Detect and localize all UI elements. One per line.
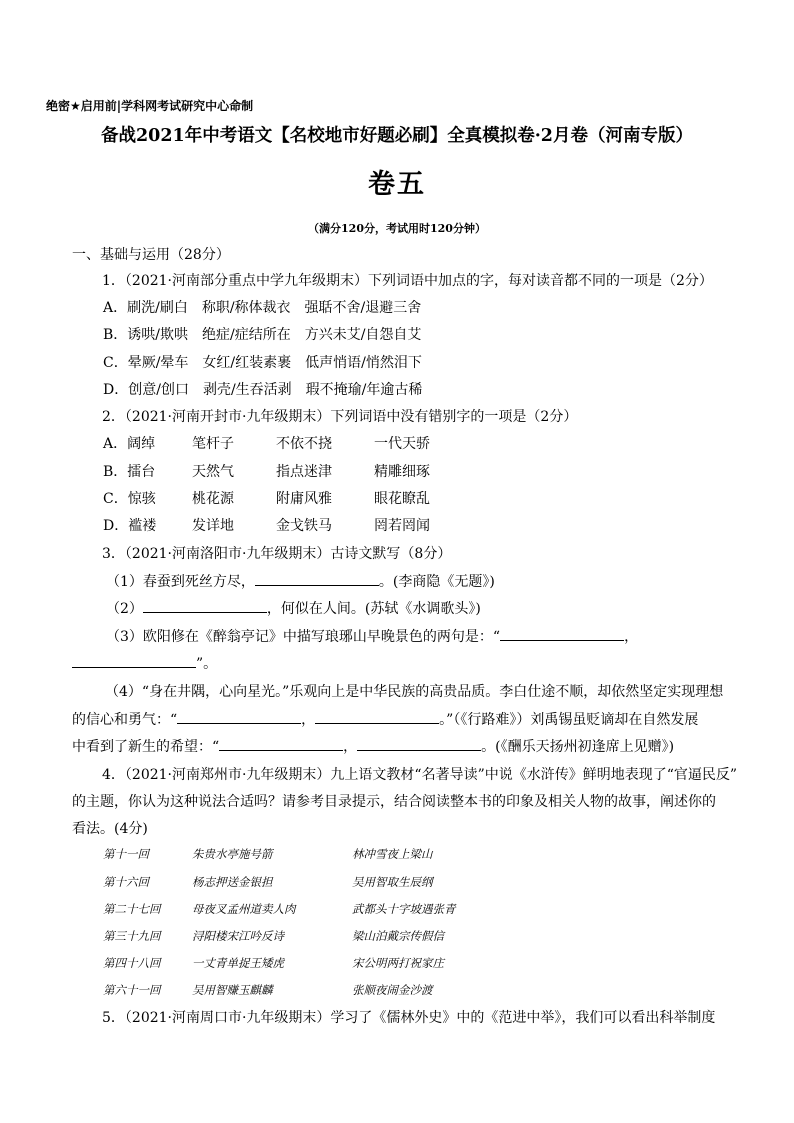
option-word: 不依不挠	[276, 436, 332, 452]
option-word: A．阔绰	[103, 436, 156, 452]
answer-blank[interactable]	[255, 571, 379, 586]
answer-blank[interactable]	[219, 736, 343, 751]
option-word: C．惊骇	[103, 491, 156, 507]
answer-blank[interactable]	[500, 626, 624, 641]
option-word: 精雕细琢	[374, 464, 430, 480]
toc-chapter: 第三十九回	[103, 929, 161, 943]
toc-chapter: 第二十七回	[103, 902, 161, 916]
question-1-stem: 1．（2021·河南部分重点中学九年级期末）下列词语中加点的字，每对读音都不同的一项是（2分）	[102, 273, 713, 289]
question-1-option-b: B．诱哄/欺哄 绝症/症结所在 方兴未艾/自怨自艾	[103, 327, 422, 343]
option-word: 指点迷津	[276, 464, 332, 480]
toc-couplet-1: 母夜叉孟州道卖人肉	[192, 902, 296, 916]
question-1-option-d: D．创意/创口 剥壳/生吞活剥 瑕不掩瑜/年逾古稀	[103, 382, 423, 398]
question-1-option-c: C．晕厥/晕车 女红/红装素裹 低声悄语/悄然泪下	[103, 355, 422, 371]
toc-couplet-2: 吴用智取生辰纲	[352, 875, 433, 889]
score-note: （满分120分，考试用时120分钟）	[308, 222, 486, 235]
answer-blank[interactable]	[143, 598, 267, 613]
section-heading: 一、基础与运用（28分）	[72, 247, 230, 263]
text-segment: 中看到了新生的希望：“	[72, 739, 220, 755]
text-segment: （3）欧阳修在《醉翁亭记》中描写琅琊山早晚景色的两句是：“	[106, 629, 501, 645]
confidential-header: 绝密★启用前|学科网考试研究中心命制	[46, 99, 254, 113]
option-word: 桃花源	[192, 491, 234, 507]
text-segment: 。”（《行路难》）刘禹锡虽贬谪却在自然发展	[439, 712, 699, 728]
question-3-stem: 3．（2021·河南洛阳市·九年级期末）古诗文默写（8分）	[102, 546, 452, 562]
toc-couplet-2: 宋公明两打祝家庄	[352, 956, 444, 970]
question-5-line-1: 5．（2021·河南周口市·九年级期末）学习了《儒林外史》中的《范进中举》，我们可以看出科举制度	[102, 1010, 716, 1026]
toc-chapter: 第四十八回	[103, 956, 161, 970]
option-word: 发详地	[192, 518, 234, 534]
toc-chapter: 第十一回	[103, 847, 149, 861]
toc-couplet-2: 林冲雪夜上梁山	[352, 847, 433, 861]
question-2-stem: 2．（2021·河南开封市·九年级期末）下列词语中没有错别字的一项是（2分）	[102, 409, 578, 425]
text-segment: 的信心和勇气：“	[72, 712, 178, 728]
question-4-line-3: 看法。(4分)	[72, 821, 148, 837]
option-word: 金戈铁马	[276, 518, 332, 534]
toc-couplet-1: 浔阳楼宋江吟反诗	[192, 929, 284, 943]
toc-couplet-2: 武都头十字坡遇张青	[352, 902, 456, 916]
volume-title: 卷五	[368, 169, 426, 200]
toc-couplet-1: 吴用智赚玉麒麟	[192, 983, 273, 997]
text-segment: ，	[624, 629, 639, 645]
text-segment: ，何似在人间。(苏轼《水调歌头》)	[266, 601, 481, 617]
toc-chapter: 第十六回	[103, 875, 149, 889]
question-3-item-4-line-1: （4）“身在井隅，心向星光。”乐观向上是中华民族的高贵品质。李白仕途不顺，却依然坚定实现理想	[105, 684, 724, 700]
option-word: B．擂台	[103, 464, 156, 480]
question-3-item-4-line-3	[72, 736, 674, 757]
question-3-item-4-line-2	[72, 709, 698, 730]
question-4-line-1: 4．（2021·河南郑州市·九年级期末）九上语文教材“名著导读”中说《水浒传》鲜明地表现了“官逼民反”	[102, 767, 738, 783]
answer-blank[interactable]	[177, 709, 301, 724]
text-segment: （1）春蚕到死丝方尽，	[106, 574, 255, 590]
toc-couplet-2: 梁山泊戴宗传假信	[352, 929, 444, 943]
question-3-item-2	[106, 598, 481, 619]
text-segment: 。(李商隐《无题》)	[378, 574, 495, 590]
toc-couplet-1: 杨志押送金银担	[192, 875, 273, 889]
question-3-item-3	[106, 626, 638, 647]
option-word: 附庸风雅	[276, 491, 332, 507]
text-segment: ，	[343, 739, 358, 755]
text-segment: 。(《酬乐天扬州初逢席上见赠》)	[481, 739, 675, 755]
option-word: 笔杆子	[192, 436, 234, 452]
toc-chapter: 第六十一回	[103, 983, 161, 997]
question-4-line-2: 的主题，你认为这种说法合适吗？请参考目录提示，结合阅读整本书的印象及相关人物的故事，阐述你的	[72, 794, 716, 810]
text-segment: ”。	[196, 656, 218, 672]
question-1-option-a: A．刷洗/刷白 称职/称体裁衣 强聒不舍/退避三舍	[103, 300, 422, 316]
answer-blank[interactable]	[315, 709, 439, 724]
option-word: 罔若罔闻	[374, 518, 430, 534]
option-word: 眼花瞭乱	[374, 491, 430, 507]
text-segment: ，	[301, 712, 316, 728]
option-word: D．褴褛	[103, 518, 157, 534]
toc-couplet-1: 一丈青单捉王矮虎	[192, 956, 284, 970]
text-segment: （2）	[106, 601, 143, 617]
question-3-item-1	[106, 571, 495, 592]
exam-title: 备战2021年中考语文【名校地市好题必刷】全真模拟卷·2月卷（河南专版）	[101, 126, 693, 146]
option-word: 天然气	[192, 464, 234, 480]
toc-couplet-1: 朱贵水亭施号箭	[192, 847, 273, 861]
option-word: 一代天骄	[374, 436, 430, 452]
answer-blank[interactable]	[357, 736, 481, 751]
answer-blank[interactable]	[72, 653, 196, 668]
toc-couplet-2: 张顺夜闹金沙渡	[352, 983, 433, 997]
question-3-item-3-continued	[72, 653, 217, 674]
